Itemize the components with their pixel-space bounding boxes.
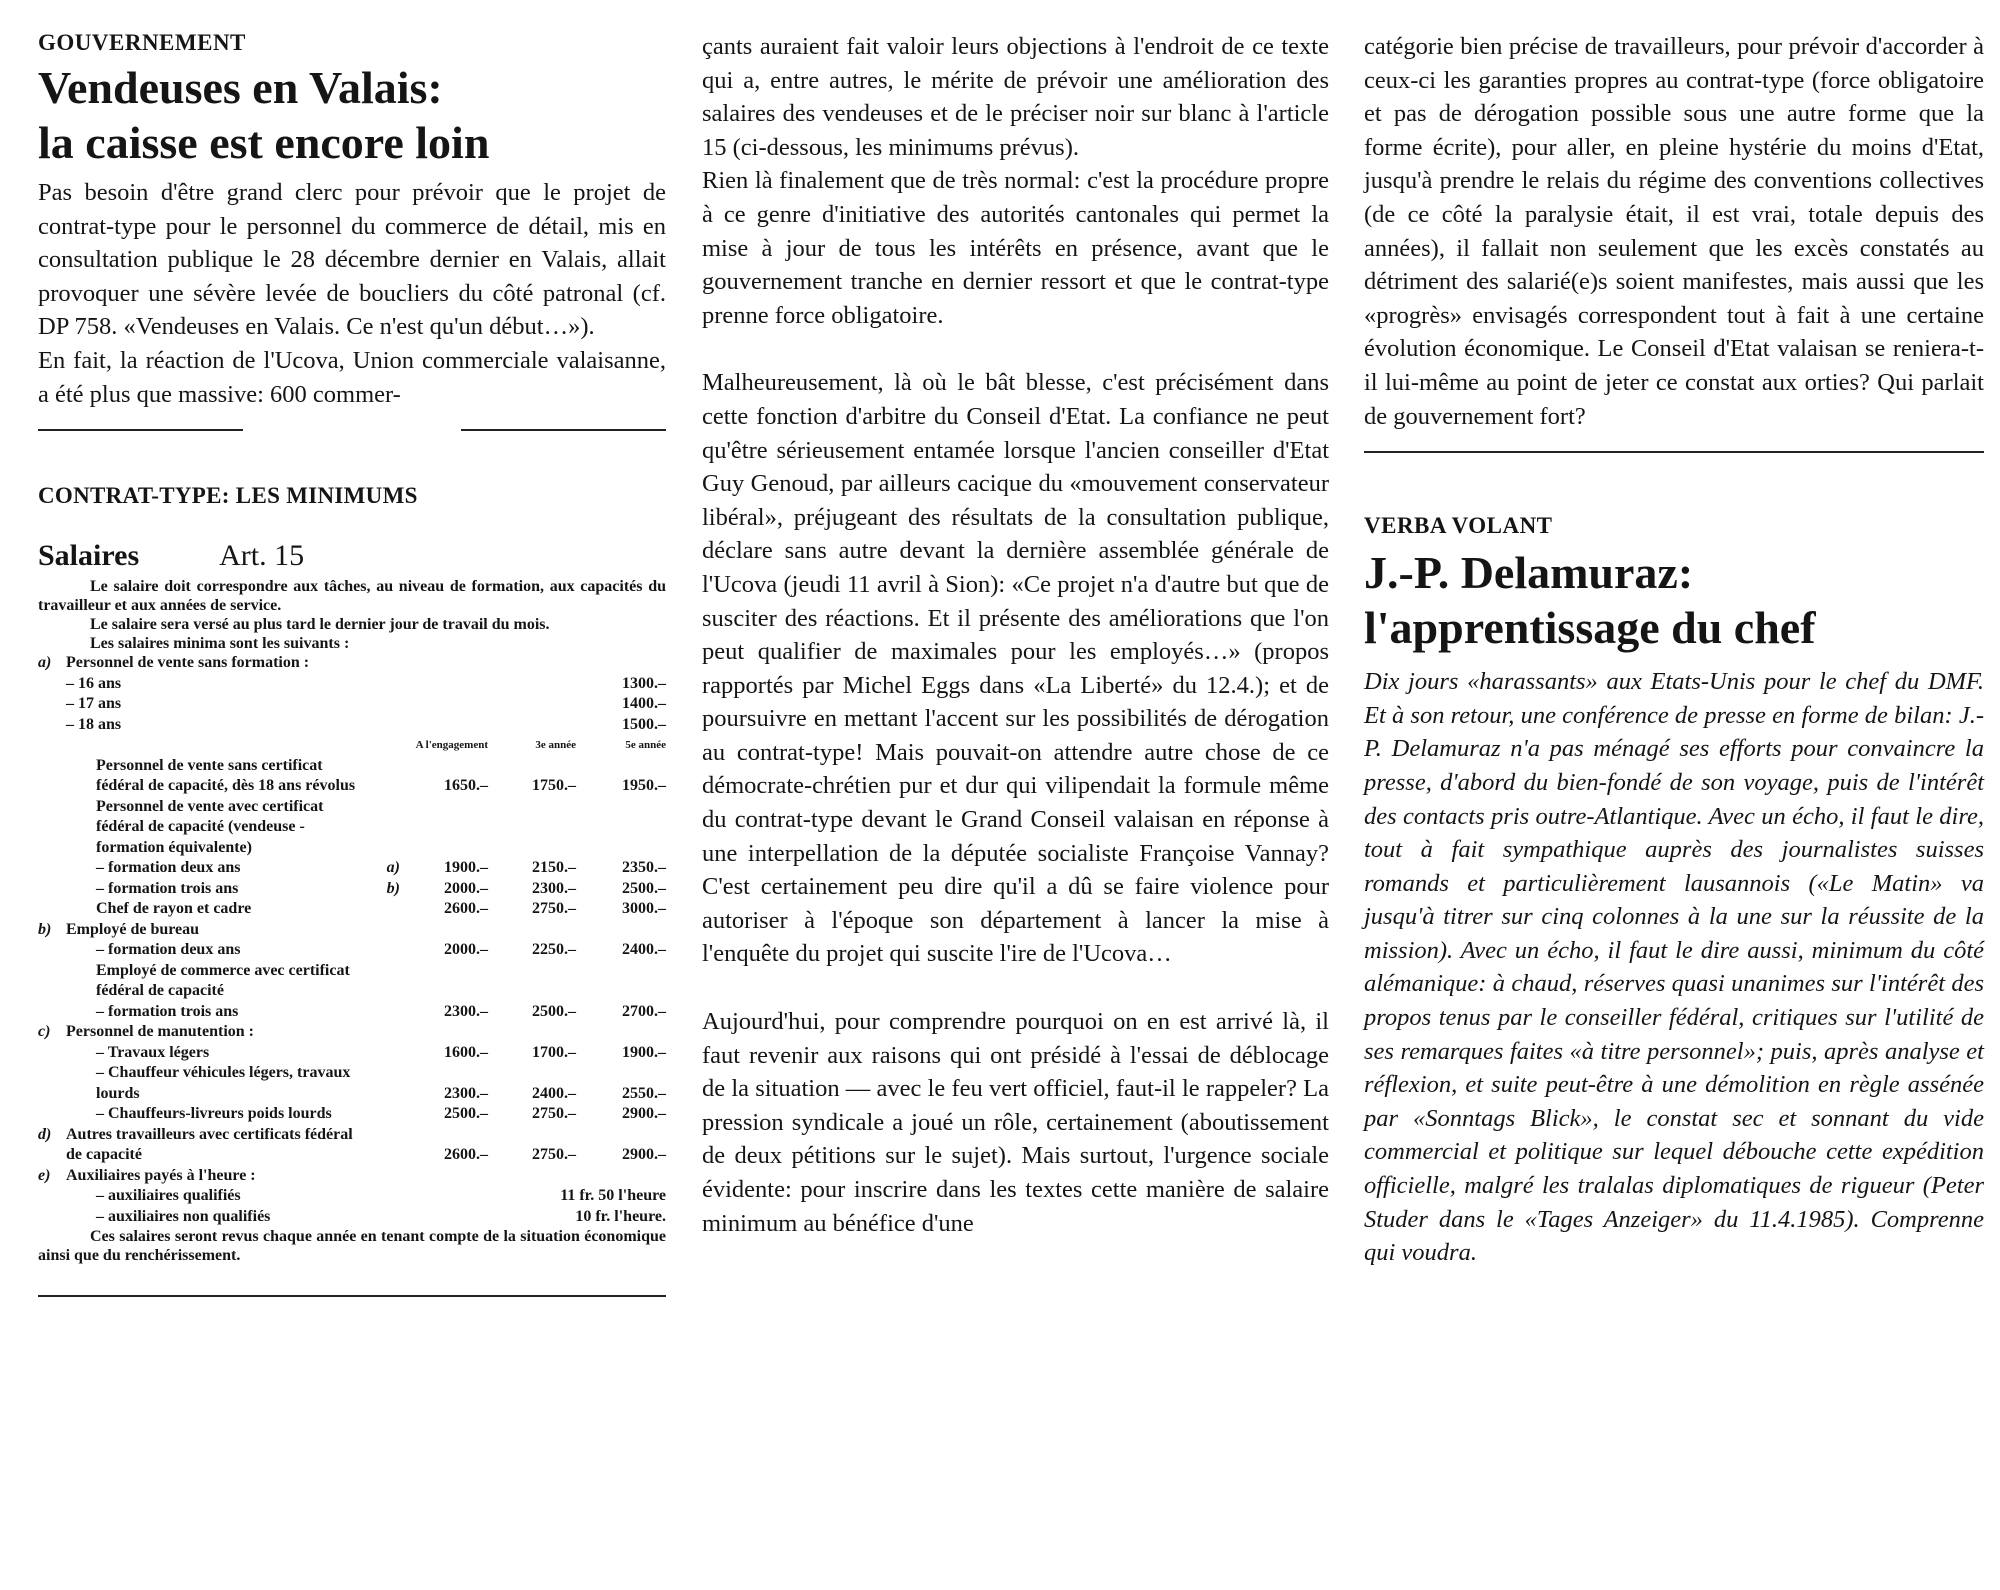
article-paragraph: Malheureusement, là où le bât blesse, c'est précisément dans cette fonction d'arbitre du Conseil d'Etat. La confiance ne peut qu'être sérieusement entamée lorsque l'ancien conseiller d'Etat Guy Genoud, par ailleurs cacique du «mouvement conservateur libéral», préjugeant des résultats de la consultation publique, déclare sans autre devant la dernière assemblée générale de l'Ucova (jeudi 11 avril à Sion): «Ce projet n'a d'autre but que de susciter des réactions. Et il présente des améliorations que l'on peut qualifier de maximales pour les employés…» (propos rapportés par Michel Eggs dans «La Liberté» du 12.4.); et de poursuivre en mettant l'accent sur les possibilités de dérogation au contrat-type! Mais pouvait-on attendre autre chose de ce démocrate-chrétien pur et dur qui vilipendait la formule même du contrat-type devant le Grand Conseil valaisan en réponse à une interpellation de la députée socialiste Françoise Vannay? C'est certainement peu dire qu'il a dû se faire violence pour autoriser à l'époque son département à lancer la mise à l'enquête du projet qui suscite l'ire de l'Ucova… — [702, 369, 1329, 968]
row-label: Personnel de vente sans certificat fédéral de capacité, dès 18 ans révolus — [96, 756, 356, 795]
row-label-text: – formation trois ans — [96, 879, 239, 897]
article-paragraph: Rien là finalement que de très normal: c'est la procédure propre à ce genre d'initiative des autorités cantonales qui permet la mise à jour de tous les intérêts en présence, avant que le gouvernement tranche en dernier ressort et que le contrat-type prenne force obligatoire. — [702, 167, 1329, 329]
table-row — [38, 1207, 666, 1228]
article-number: Art. 15 — [219, 539, 305, 573]
article-paragraph: En fait, la réaction de l'Ucova, Union commerciale valaisanne, a été plus que massive: 600 commer- — [38, 346, 666, 408]
row-label: Personnel de vente avec certificat fédéral de capacité (vendeuse - formation équivalente) — [96, 797, 324, 856]
box-title: CONTRAT-TYPE: LES MINIMUMS — [38, 483, 418, 509]
article-paragraph: çants auraient fait valoir leurs objections à l'endroit de ce texte qui a, entre autres, le mérite de prévoir une amélioration des salaires des vendeuses et de le préciser noir sur blanc à l'article 15 (ci-dessous, les minimums prévus). — [702, 33, 1329, 161]
column-header: A l'engagement — [415, 739, 488, 752]
table-row — [38, 920, 666, 941]
cell-value: 2500.– — [444, 1105, 488, 1123]
column-2 — [702, 30, 1329, 1240]
article-paragraph: Aujourd'hui, pour comprendre pourquoi on en est arrivé là, il faut revenir aux raisons qui ont présidé à l'essai de déblocage de la situation — avec le feu vert officiel, faut-il le rappeler? La pression syndicale a joué un rôle, certainement (aboutissement de deux pétitions sur le sujet). Mais surtout, l'urgence sociale évidente: pour inscrire dans les textes cette manière de salaire minimum au bénéfice d'une — [702, 1008, 1329, 1237]
row-marker: b) — [38, 920, 52, 938]
headline-line-2: l'apprentissage du chef — [1364, 602, 1816, 654]
table-row — [38, 715, 666, 736]
row-label: – 18 ans — [66, 715, 122, 733]
row-label: – 17 ans — [66, 695, 122, 713]
table-row — [38, 1063, 666, 1104]
row-label: – auxiliaires qualifiés — [96, 1187, 241, 1205]
cell-value: 2300.– — [444, 1002, 488, 1020]
row-label: – 16 ans — [66, 674, 122, 692]
table-row — [38, 858, 666, 879]
cell-value: 2900.– — [622, 1146, 666, 1164]
table-row — [38, 1166, 666, 1187]
table-row — [38, 899, 666, 920]
row-label — [66, 858, 400, 879]
cell-value: 10 fr. l'heure. — [575, 1207, 666, 1225]
column-header-row — [38, 735, 666, 756]
row-label: Personnel de manutention : — [66, 1023, 254, 1041]
row-label: Employé de commerce avec certificat fédéral de capacité — [96, 961, 350, 1000]
cell-value: 1950.– — [622, 777, 666, 795]
cell-value: 2750.– — [532, 900, 576, 918]
row-label — [66, 879, 400, 900]
row-marker: d) — [38, 1125, 52, 1143]
cell-value: 2150.– — [532, 859, 576, 877]
row-label: Auxiliaires payés à l'heure : — [66, 1166, 256, 1184]
box-intro: Le salaire sera versé au plus tard le dernier jour de travail du mois. — [90, 616, 550, 634]
cell-value: 1300.– — [622, 674, 666, 692]
row-marker: e) — [38, 1166, 51, 1184]
box-intro: Le salaire doit correspondre aux tâches, au niveau de formation, aux capacités du travailleur et aux années de service. — [38, 578, 666, 615]
table-row — [38, 1104, 666, 1125]
row-label: – Chauffeurs-livreurs poids lourds — [96, 1105, 332, 1123]
row-label: – formation trois ans — [96, 1002, 239, 1020]
column-header: 5e année — [625, 739, 666, 752]
cell-value: 2500.– — [532, 1002, 576, 1020]
table-row — [38, 653, 666, 674]
table-row — [38, 694, 666, 715]
table-row — [38, 1022, 666, 1043]
cell-value: 3000.– — [622, 900, 666, 918]
cell-value: 1650.– — [444, 777, 488, 795]
cell-value: 1500.– — [622, 715, 666, 733]
row-label: Chef de rayon et cadre — [96, 900, 252, 918]
table-row — [38, 1125, 666, 1166]
table-row — [38, 1043, 666, 1064]
article-headline — [38, 60, 666, 170]
salary-table — [38, 653, 666, 1227]
cell-value: 1900.– — [622, 1043, 666, 1061]
table-row — [38, 879, 666, 900]
table-row — [38, 756, 666, 797]
table-row — [38, 674, 666, 695]
salaires-label: Salaires — [38, 539, 140, 573]
article-paragraph: catégorie bien précise de travailleurs, pour prévoir d'accorder à ceux-ci les garanties propres au contrat-type (force obligatoire et pas de dérogation possible sous une autre forme que la forme écrite), pour aller, en pleine hystérie du moins d'Etat, jusqu'à prendre le relais du régime des conventions collectives (de ce côté la paralysie était, il est vrai, totale depuis des années), il fallait non seulement que les excès constatés au détriment des salarié(e)s soient manifestes, mais aussi que les «progrès» envisagés correspondent tout à fait à une certaine évolution économique. Le Conseil d'Etat valaisan se reniera-t-il lui-même au point de jeter ce constat aux orties? Qui parlait de gouvernement fort? — [1364, 33, 1984, 430]
cell-value: 2700.– — [622, 1002, 666, 1020]
row-label: – formation deux ans — [96, 941, 241, 959]
section-divider — [38, 1295, 666, 1297]
row-label: Employé de bureau — [66, 920, 200, 938]
row-label: – Travaux légers — [96, 1043, 210, 1061]
row-label: – Chauffeur véhicules légers, travaux lourds — [96, 1064, 351, 1102]
box-intro: Les salaires minima sont les suivants : — [90, 635, 350, 653]
cell-value: 2250.– — [532, 941, 576, 959]
cell-value: 11 fr. 50 l'heure — [560, 1187, 666, 1205]
cell-value: 2400.– — [532, 1084, 576, 1102]
article-paragraph: Pas besoin d'être grand clerc pour prévoir que le projet de contrat-type pour le personnel du commerce de détail, mis en consultation publique le 28 décembre dernier en Valais, allait provoquer une sévère levée de boucliers du côté patronal (cf. DP 758. «Vendeuses en Valais. Ce n'est qu'un début…»). — [38, 179, 666, 341]
cell-value: 1750.– — [532, 777, 576, 795]
table-row — [38, 797, 666, 859]
cell-value: 1900.– — [444, 859, 488, 877]
cell-value: 2600.– — [444, 1146, 488, 1164]
table-row — [38, 940, 666, 961]
article-kicker: VERBA VOLANT — [1364, 513, 1553, 539]
section-divider — [1364, 451, 1984, 453]
cell-value: 1600.– — [444, 1043, 488, 1061]
cell-value: 2550.– — [622, 1084, 666, 1102]
cell-value: 2600.– — [444, 900, 488, 918]
table-row — [38, 1002, 666, 1023]
headline-line-1: Vendeuses en Valais: — [38, 62, 443, 113]
row-label: Autres travailleurs avec certificats fédéral de capacité — [66, 1125, 353, 1164]
table-row — [38, 961, 666, 1002]
cell-value: 2900.– — [622, 1105, 666, 1123]
salaires-heading — [38, 539, 666, 573]
headline-line-1: J.-P. Delamuraz: — [1364, 547, 1694, 599]
cell-value: 2500.– — [622, 879, 666, 897]
row-marker: b) — [386, 879, 400, 897]
cell-value: 2400.– — [622, 941, 666, 959]
row-label: – auxiliaires non qualifiés — [96, 1207, 271, 1225]
cell-value: 2750.– — [532, 1146, 576, 1164]
cell-value: 2750.– — [532, 1105, 576, 1123]
row-label-text: – formation deux ans — [96, 859, 241, 877]
column-header: 3e année — [535, 739, 576, 752]
cell-value: 1700.– — [532, 1043, 576, 1061]
table-row — [38, 1186, 666, 1207]
headline-line-2: la caisse est encore loin — [38, 117, 490, 168]
cell-value: 1400.– — [622, 695, 666, 713]
section-divider — [38, 419, 666, 439]
box-outro: Ces salaires seront revus chaque année en tenant compte de la situation économique ainsi que du renchérissement. — [38, 1228, 666, 1265]
row-label: Personnel de vente sans formation : — [66, 654, 310, 672]
cell-value: 2350.– — [622, 859, 666, 877]
row-marker: a) — [38, 654, 52, 672]
article-headline — [1364, 545, 1984, 655]
cell-value: 2300.– — [532, 879, 576, 897]
cell-value: 2300.– — [444, 1084, 488, 1102]
article-kicker: GOUVERNEMENT — [38, 30, 246, 55]
article-paragraph: Dix jours «harassants» aux Etats-Unis pour le chef du DMF. Et à son retour, une conférence de presse en forme de bilan: J.-P. Delamuraz n'a pas ménagé ses efforts pour convaincre la presse, d'abord du bien-fondé de son voyage, puis de l'intérêt des contacts pris outre-Atlantique. Avec un écho, il faut le dire, tout à fait sympathique auprès des journalistes suisses romands et particulièrement lausannois («Le Matin» va jusqu'à titrer sur cinq colonnes à la une sur la réussite de la mission). Avec un écho, il faut le dire aussi, minimum du côté alémanique: à chaud, réserves quasi unanimes sur l'intérêt des propos tenus par le conseiller fédéral, critiques sur l'utilité de ses remarques faites «à titre personnel»; puis, après analyse et réflexion, et suite peut-être à une démolition en règle assénée par «Sonntags Blick», le constat sec et sonnant du vide commercial et politique sur lequel débouche cette expédition officielle, malgré les tralalas diplomatiques de rigueur (Peter Studer dans le «Tages Anzeiger» du 11.4.1985). Comprenne qui voudra. — [1364, 668, 1984, 1267]
row-marker: c) — [38, 1023, 51, 1041]
column-3 — [1364, 30, 1984, 1270]
column-1 — [38, 30, 666, 1297]
cell-value: 2000.– — [444, 941, 488, 959]
cell-value: 2000.– — [444, 879, 488, 897]
row-marker: a) — [386, 859, 400, 877]
